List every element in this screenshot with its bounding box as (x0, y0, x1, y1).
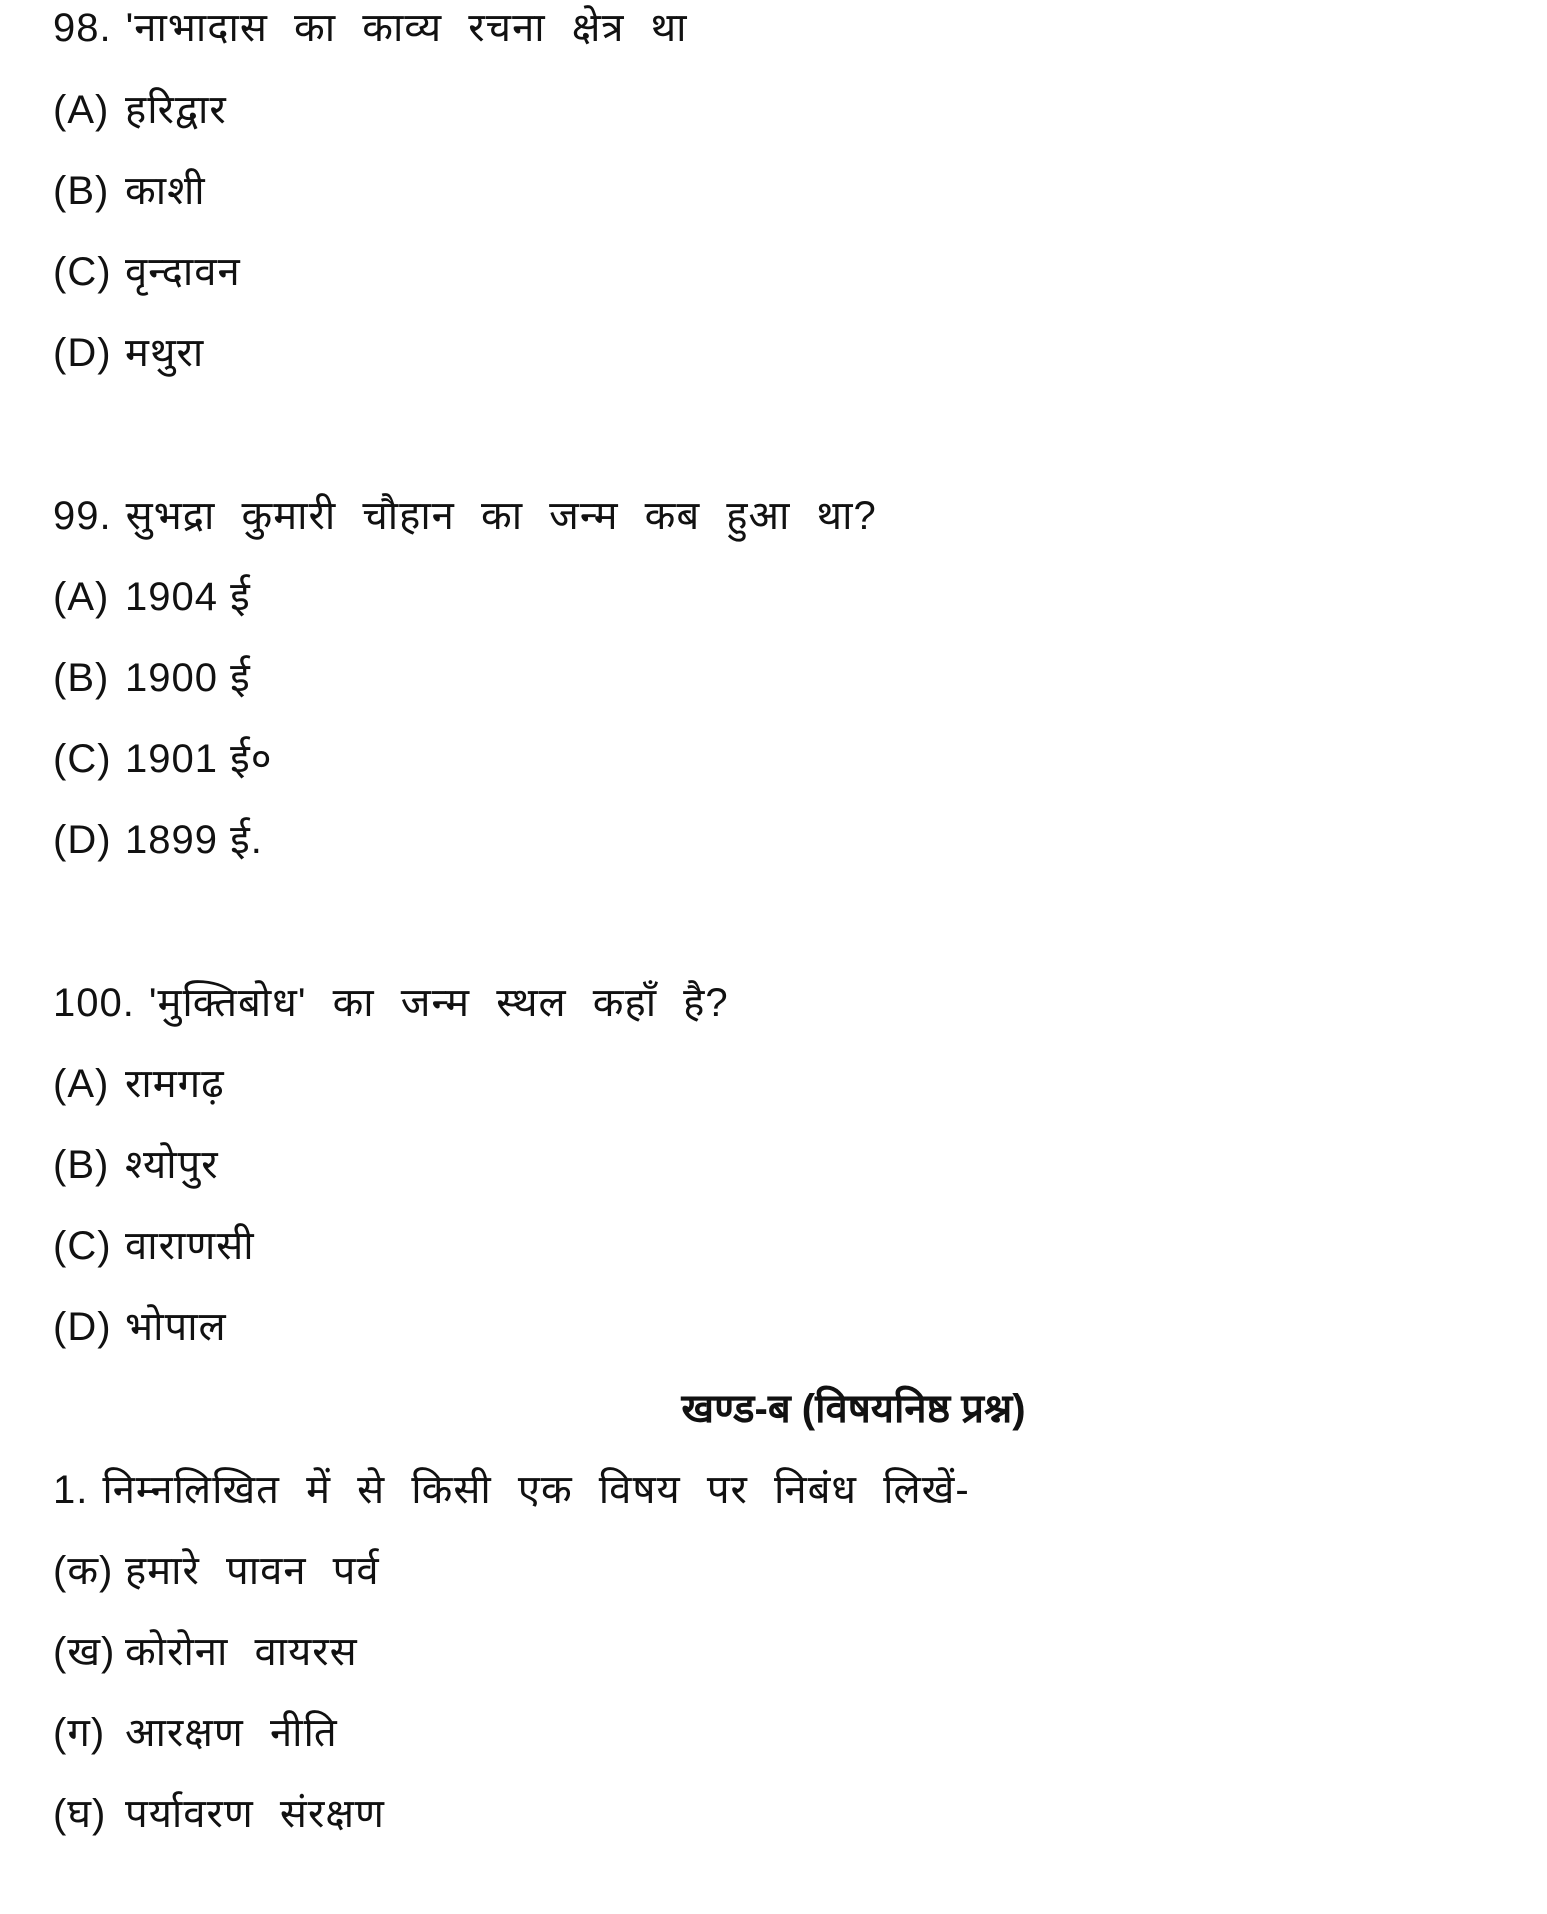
option-label: (C) (53, 1224, 112, 1268)
option-text: हमारे पावन पर्व (125, 1549, 380, 1593)
option-label: (B) (53, 656, 110, 700)
question-number: 99. (53, 494, 112, 538)
option-text: काशी (125, 169, 206, 213)
option-100-c (53, 1218, 255, 1274)
question-98 (53, 0, 688, 56)
question-number: 100. (53, 981, 135, 1025)
option-100-b (53, 1137, 219, 1193)
option-99-b (53, 650, 251, 706)
question-text: 'मुक्तिबोध' का जन्म स्थल कहाँ है? (148, 981, 729, 1025)
question-number: 98. (53, 6, 112, 50)
question-99 (53, 488, 877, 544)
option-98-d (53, 325, 204, 381)
option-text: हरिद्वार (125, 88, 227, 132)
option-label: (A) (53, 575, 110, 619)
option-label: (A) (53, 88, 110, 132)
option-99-d (53, 812, 263, 868)
option-text: 1904 ई (125, 575, 251, 619)
option-label: (क) (53, 1549, 114, 1593)
question-100 (53, 975, 729, 1031)
option-label: (घ) (53, 1792, 107, 1836)
option-98-a (53, 82, 227, 138)
option-text: वाराणसी (125, 1224, 255, 1268)
option-text: 1900 ई (125, 656, 251, 700)
option-label: (D) (53, 331, 112, 375)
option-98-c (53, 244, 241, 300)
option-label: (C) (53, 250, 112, 294)
option-100-a (53, 1056, 225, 1112)
option-text: भोपाल (125, 1305, 227, 1349)
option-text: कोरोना वायरस (125, 1630, 358, 1674)
option-label: (D) (53, 1305, 112, 1349)
option-text: रामगढ़ (125, 1062, 225, 1106)
section-heading: खण्ड-ब (विषयनिष्ठ प्रश्न) (681, 1387, 1026, 1431)
essay-option-ka (53, 1543, 380, 1599)
option-text: 1901 ई० (125, 737, 273, 781)
section-question-1 (53, 1462, 970, 1518)
option-text: 1899 ई. (125, 818, 263, 862)
essay-option-ga (53, 1705, 338, 1761)
option-label: (A) (53, 1062, 110, 1106)
option-98-b (53, 163, 206, 219)
essay-option-kha (53, 1624, 358, 1680)
option-text: पर्यावरण संरक्षण (125, 1792, 385, 1836)
option-text: आरक्षण नीति (125, 1711, 338, 1755)
option-label: (ग) (53, 1711, 106, 1755)
question-number: 1. (53, 1468, 89, 1512)
option-label: (B) (53, 1143, 110, 1187)
question-text: निम्नलिखित में से किसी एक विषय पर निबंध लिखें- (102, 1468, 970, 1512)
essay-option-gha (53, 1786, 385, 1842)
option-label: (C) (53, 737, 112, 781)
question-text: 'नाभादास का काव्य रचना क्षेत्र था (125, 6, 688, 50)
option-99-a (53, 569, 251, 625)
option-label: (ख) (53, 1630, 116, 1674)
option-text: श्योपुर (125, 1143, 219, 1187)
option-99-c (53, 731, 273, 787)
option-100-d (53, 1299, 227, 1355)
option-text: मथुरा (125, 331, 205, 375)
option-label: (B) (53, 169, 110, 213)
option-text: वृन्दावन (125, 250, 241, 294)
option-label: (D) (53, 818, 112, 862)
question-text: सुभद्रा कुमारी चौहान का जन्म कब हुआ था? (125, 494, 877, 538)
